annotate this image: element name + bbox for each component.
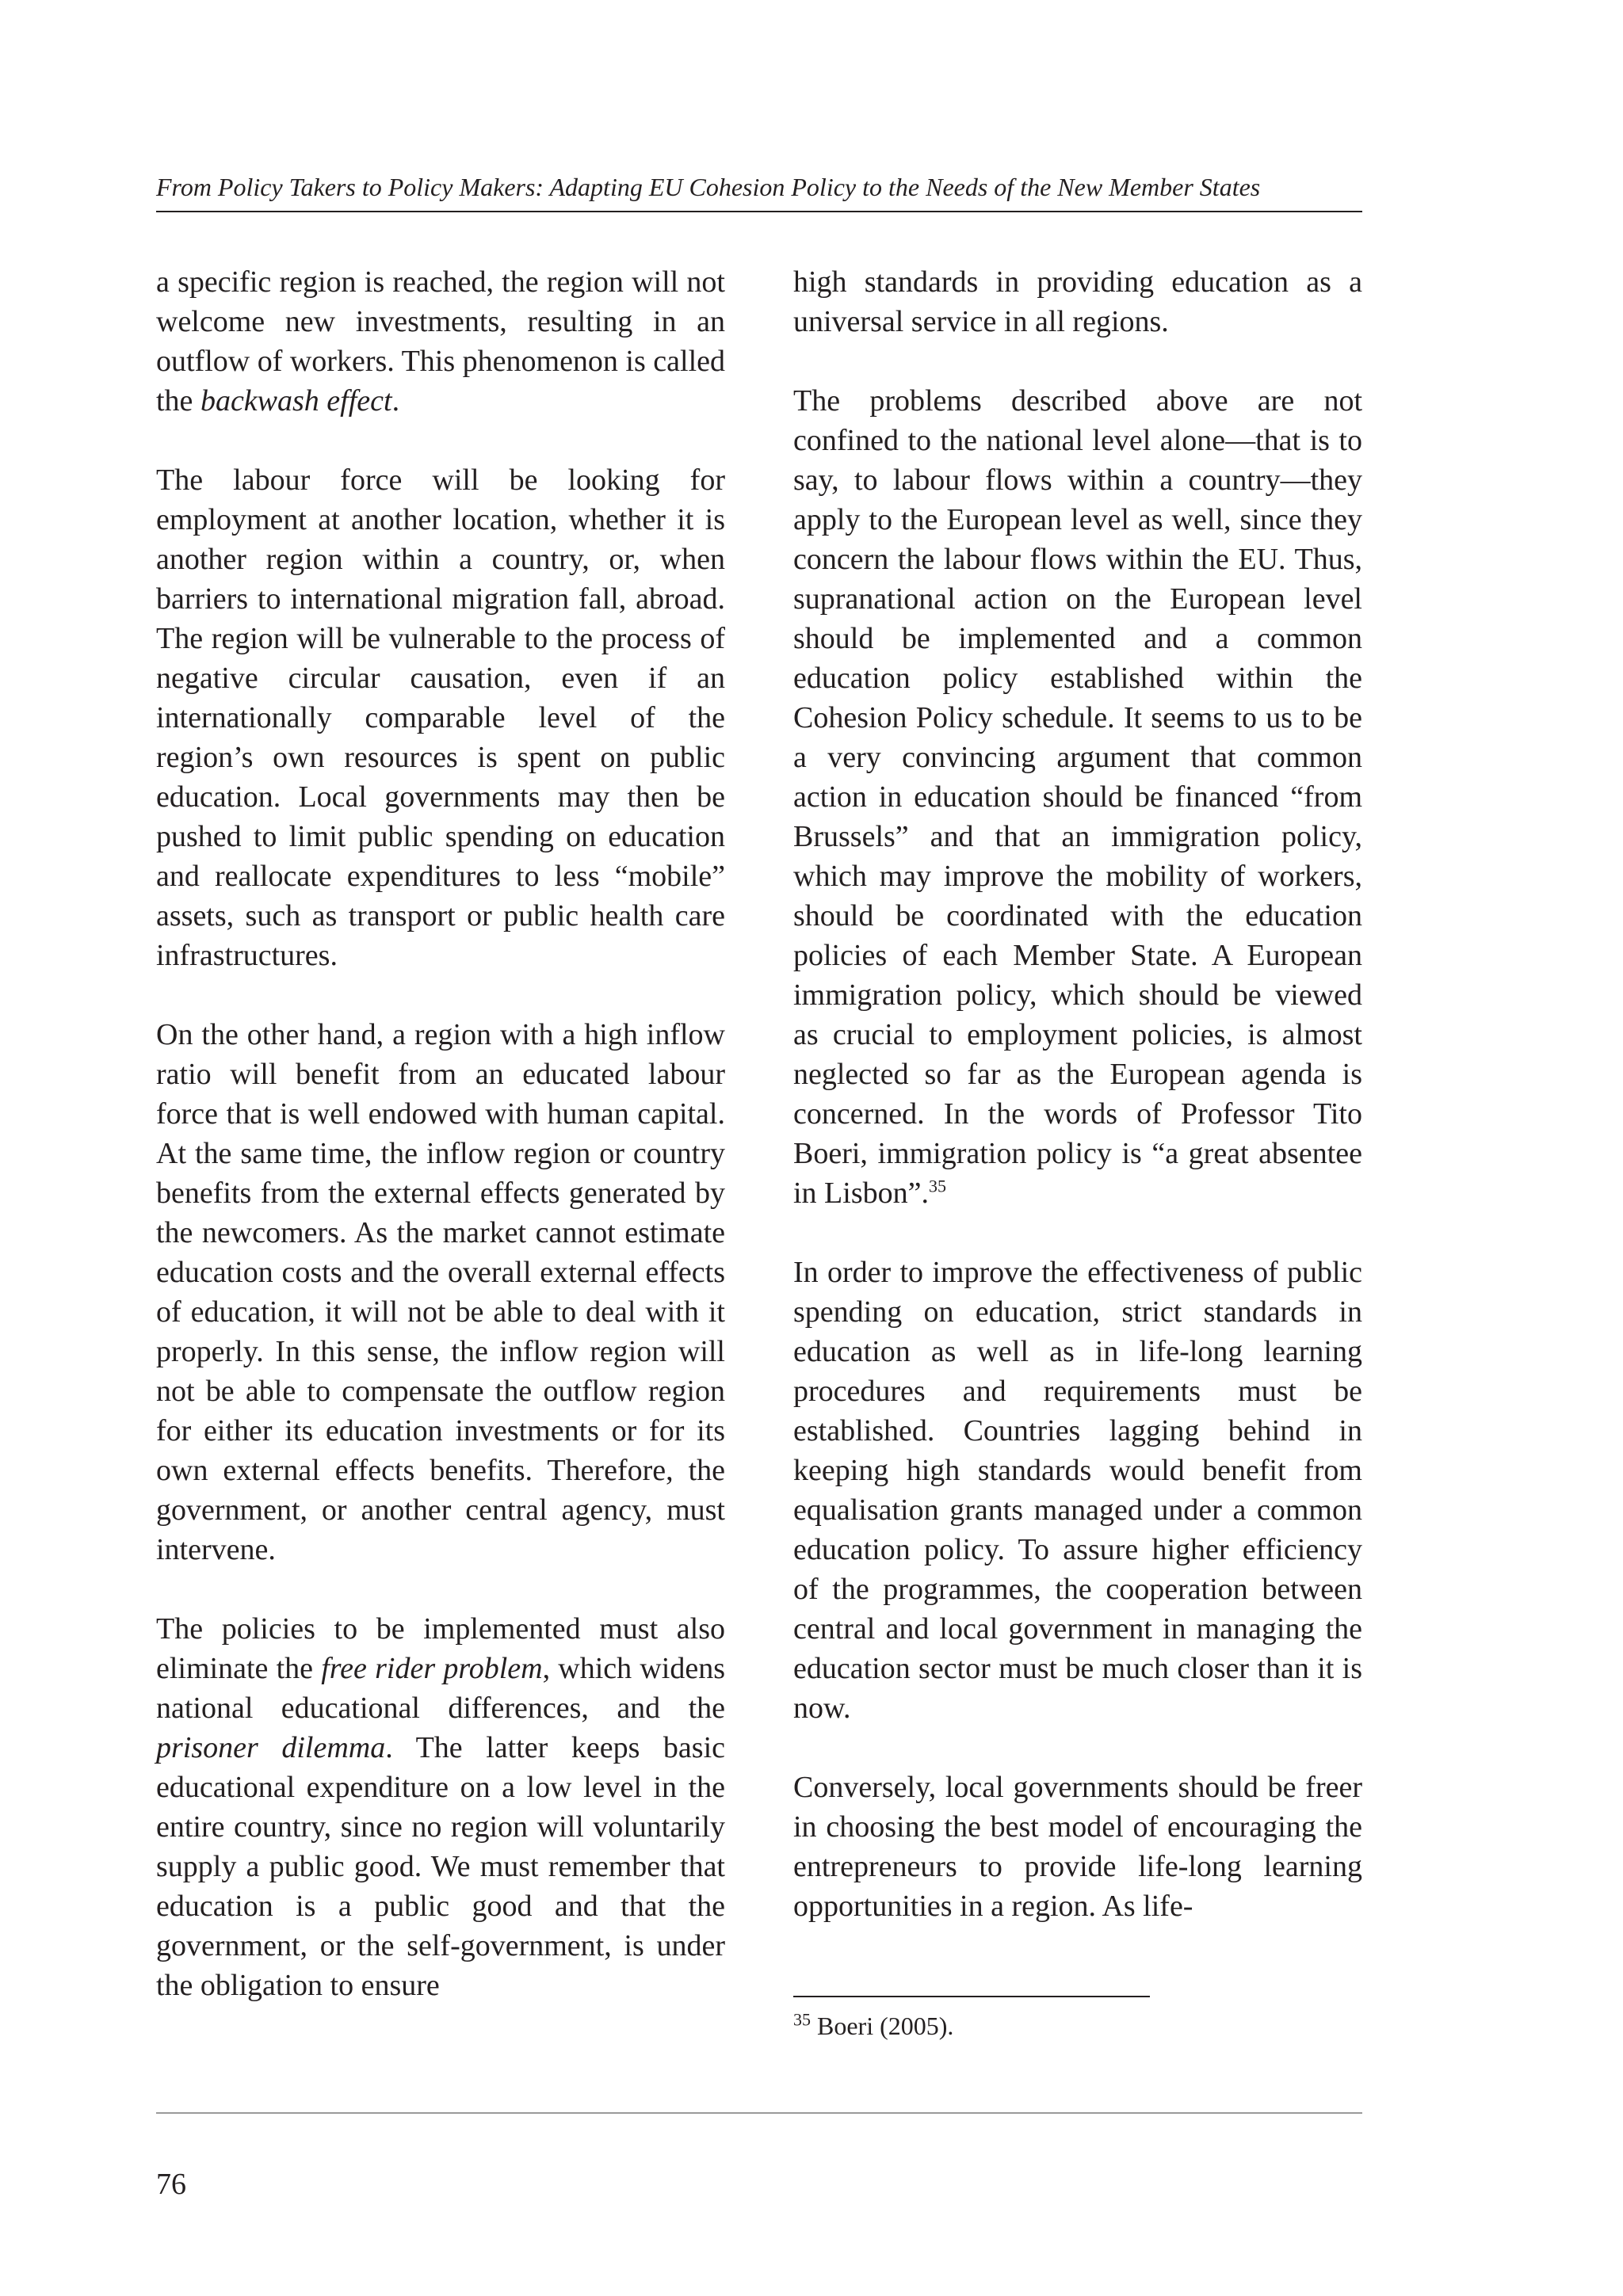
paragraph: On the other hand, a region with a high inflow ratio will benefit from an educated labour force that is well endowed with human capital. At the same time, the inflow region or country benefits from the external effects generated by the newcomers. As the market cannot estimate education costs and the overall external effects of education, it will not be able to deal with it properly. In this sense, the inflow region will not be able to compensate the outflow region for either its education investments or for its own external effects benefits. Therefore, the government, or another central agency, must intervene. bbox=[156, 1018, 725, 1566]
footnote-reference[interactable]: 35 bbox=[928, 1176, 946, 1196]
paragraph: The labour force will be looking for employment at another location, whether it is another region within a country, or, when barriers to international migration fall, abroad. The region will be vulnerable to the process of negative circular causation, even if an internationally comparable level of the region’s own resources is spent on public education. Local governments may then be pushed to limit public spending on education and reallocate expenditures to less “mobile” assets, such as transport or public health care infrastructures. bbox=[156, 463, 725, 972]
paragraph: a specific region is reached, the region will not welcome new investments, resulting in an outflow of workers. This phenomenon is called the backwash effect. bbox=[156, 265, 725, 418]
page-number: 76 bbox=[156, 2168, 186, 2201]
paragraph: The problems described above are not confined to the national level alone—that is to say, to labour flows within a country—they apply to the European level as well, since they concern the labour flows within the EU. Thus, supranational action on the European level should be implemented and a common education policy established within the Cohesion Policy schedule. It seems to us to be a very convincing argument that common action in education should be financed “from Brussels” and that an immigration policy, which may improve the mobility of workers, should be coordinated with the education policies of each Member State. A European immigration policy, which should be viewed as crucial to employment policies, is almost neglected so far as the European agenda is concerned. In the words of Professor Tito Boeri, immigration policy is “a great absentee in Lisbon”.$^{35}$ bbox=[793, 384, 1362, 1210]
footnote-rule bbox=[793, 1996, 1150, 1997]
left-column bbox=[156, 262, 725, 2005]
footer-rule bbox=[156, 2112, 1362, 2114]
paragraph: high standards in providing education as a universal service in all regions. bbox=[793, 265, 1362, 338]
footnote bbox=[793, 2010, 953, 2042]
header-rule bbox=[156, 211, 1362, 212]
paragraph: In order to improve the effectiveness of public spending on education, strict standards in education as well as in life-long learning procedures and requirements must be established. Countries lagging behind in keeping high standards would benefit from equalisation grants managed under a common education policy. To assure higher efficiency of the programmes, the cooperation between central and local government in managing the education sector must be much closer than it is now. bbox=[793, 1256, 1362, 1725]
right-column bbox=[793, 262, 1362, 1926]
paragraph: The policies to be implemented must also eliminate the free rider problem, which widens national educational differences, and the prisoner dilemma. The latter keeps basic educational expenditure on a low level in the entire country, since no region will voluntarily supply a public good. We must remember that education is a public good and that the government, or the self-government, is under the obligation to ensure bbox=[156, 1612, 725, 2002]
paragraph: Conversely, local governments should be freer in choosing the best model of encouraging the entrepreneurs to provide life-long learning opportunities in a region. As life- bbox=[793, 1771, 1362, 1923]
running-header: From Policy Takers to Policy Makers: Adapting EU Cohesion Policy to the Needs of the New Member States bbox=[156, 173, 1261, 201]
footnote-text: Boeri (2005). bbox=[811, 2012, 954, 2040]
footnote-number: 35 bbox=[793, 2009, 811, 2030]
